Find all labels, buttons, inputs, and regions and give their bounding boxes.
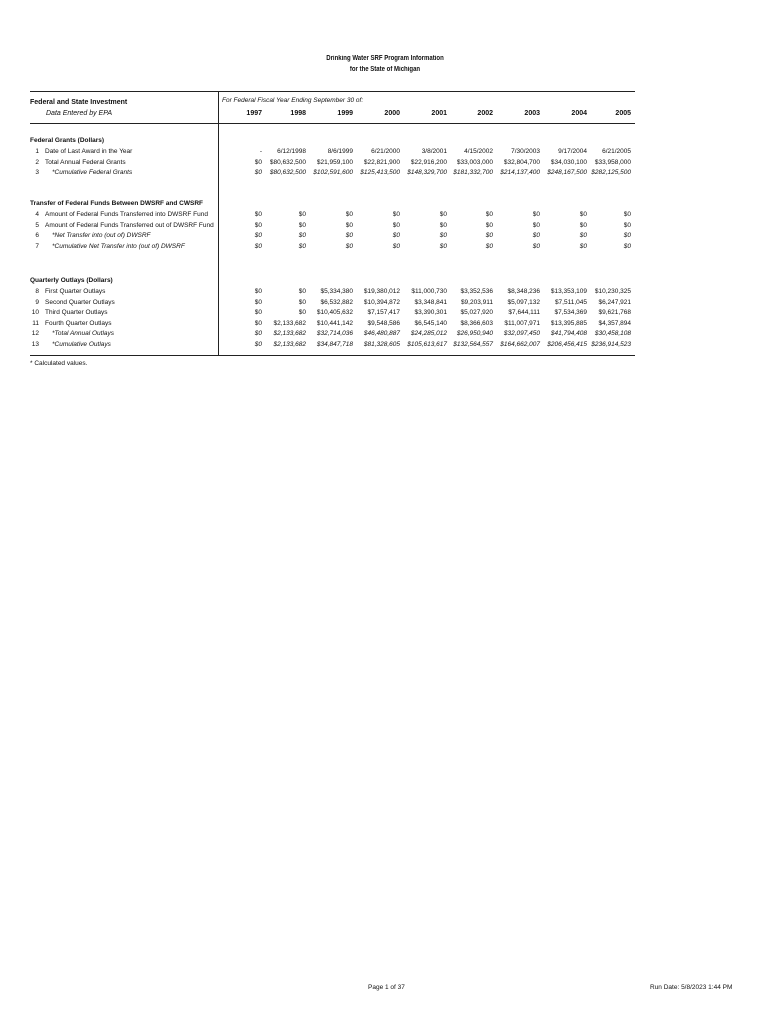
table-cell: $80,632,500 <box>269 169 306 176</box>
table-cell: $10,441,142 <box>316 319 353 327</box>
table-cell: $0 <box>623 242 631 250</box>
row-number: 4 <box>35 211 39 218</box>
row-number: 10 <box>31 309 39 316</box>
table-cell: $11,007,971 <box>504 319 540 327</box>
table-cell: $132,564,557 <box>453 340 493 348</box>
table-cell: $30,458,108 <box>594 330 631 337</box>
row-label: Second Quarter Outlays <box>45 298 115 306</box>
year-header: 2003 <box>524 110 540 117</box>
table-cell: $0 <box>254 298 262 306</box>
row-number: 3 <box>35 169 39 176</box>
table-cell: $8,348,236 <box>507 288 540 295</box>
table-cell: $3,390,301 <box>414 309 447 316</box>
header-rule <box>30 123 635 124</box>
table-cell: $33,003,000 <box>456 158 493 166</box>
table-cell: $0 <box>298 288 306 295</box>
table-cell: $102,591,600 <box>313 169 353 176</box>
table-cell: $10,405,632 <box>316 309 353 316</box>
year-header: 2000 <box>384 110 400 117</box>
table-cell: $5,027,920 <box>460 309 493 316</box>
table-cell: $0 <box>345 211 353 218</box>
row-label: Amount of Federal Funds Transferred into DWSRF Fund <box>45 211 208 218</box>
table-cell: $13,353,109 <box>550 288 587 295</box>
row-label: *Cumulative Federal Grants <box>52 169 133 176</box>
table-cell: $206,456,415 <box>547 340 587 348</box>
table-cell: $10,394,872 <box>363 298 400 306</box>
row-label: Fourth Quarter Outlays <box>45 319 112 327</box>
row-number: 11 <box>32 319 39 327</box>
table-cell: $0 <box>485 211 493 218</box>
table-cell: 9/17/2004 <box>558 148 587 155</box>
top-rule <box>30 91 635 92</box>
table-cell: $0 <box>254 319 262 327</box>
table-cell: $0 <box>532 242 540 250</box>
table-cell: 8/6/1999 <box>327 148 353 155</box>
table-cell: $125,413,500 <box>360 169 400 176</box>
section-title: Transfer of Federal Funds Between DWSRF and CWSRF <box>30 200 203 207</box>
table-cell: $0 <box>485 232 493 239</box>
table-cell: $105,613,617 <box>407 340 447 348</box>
table-cell: $0 <box>392 221 400 229</box>
table-cell: $26,950,940 <box>456 330 493 337</box>
table-cell: $0 <box>623 232 631 239</box>
table-cell: $6,545,140 <box>414 319 447 327</box>
table-cell: $10,230,325 <box>594 288 631 295</box>
table-cell: 6/21/2000 <box>371 148 400 155</box>
table-cell: $6,532,882 <box>320 298 353 306</box>
report-title-line1: Drinking Water SRF Program Information <box>326 55 444 62</box>
table-cell: $9,203,911 <box>460 298 493 306</box>
table-cell: 7/30/2003 <box>511 148 540 155</box>
section-title: Quarterly Outlays (Dollars) <box>30 277 113 284</box>
table-cell: $0 <box>254 221 262 229</box>
section-heading: Federal and State Investment <box>30 99 128 106</box>
table-cell: $0 <box>579 232 587 239</box>
table-cell: $5,334,380 <box>320 288 353 295</box>
table-cell: $80,632,500 <box>269 158 306 166</box>
table-cell: $13,395,885 <box>550 319 587 327</box>
row-number: 13 <box>31 340 39 348</box>
table-cell: $0 <box>254 242 262 250</box>
table-cell: $33,958,000 <box>594 158 631 166</box>
table-cell: $32,804,700 <box>503 158 540 166</box>
row-number: 7 <box>35 242 39 250</box>
table-cell: $2,133,682 <box>273 330 306 337</box>
table-cell: $0 <box>579 221 587 229</box>
table-cell: $0 <box>254 288 262 295</box>
table-cell: $0 <box>254 169 262 176</box>
fiscal-year-note: For Federal Fiscal Year Ending September 30 of: <box>222 97 364 104</box>
table-cell: $34,847,718 <box>316 340 353 348</box>
data-source-label: Data Entered by EPA <box>46 110 113 117</box>
table-cell: $0 <box>439 232 447 239</box>
table-cell: $0 <box>298 242 306 250</box>
year-header: 1998 <box>290 110 306 117</box>
table-cell: $0 <box>532 232 540 239</box>
table-cell: $0 <box>623 221 631 229</box>
table-cell: $8,366,603 <box>460 319 493 327</box>
table-cell: $5,097,132 <box>507 298 540 306</box>
table-cell: $0 <box>345 242 353 250</box>
table-cell: 3/8/2001 <box>421 148 447 155</box>
table-cell: $236,914,523 <box>591 340 631 348</box>
year-header: 2002 <box>477 110 493 117</box>
section-title: Federal Grants (Dollars) <box>30 137 105 144</box>
year-header: 1999 <box>337 110 353 117</box>
table-cell: $6,247,921 <box>598 298 631 306</box>
table-cell: $0 <box>298 221 306 229</box>
table-cell: $32,097,450 <box>503 330 540 337</box>
table-cell: $7,644,111 <box>508 309 540 316</box>
table-cell: 6/12/1998 <box>277 148 306 155</box>
row-number: 9 <box>35 298 39 306</box>
table-cell: $7,157,417 <box>367 309 400 316</box>
bottom-rule <box>30 355 635 356</box>
row-label: *Cumulative Net Transfer into (out of) DWSRF <box>52 242 185 250</box>
table-cell: $0 <box>345 232 353 239</box>
table-cell: $0 <box>532 221 540 229</box>
row-label: *Total Annual Outlays <box>52 330 115 337</box>
table-cell: $3,348,841 <box>414 298 447 306</box>
table-cell: $9,621,768 <box>598 309 631 316</box>
table-cell: 6/21/2005 <box>602 148 631 155</box>
table-cell: $7,511,045 <box>554 298 587 306</box>
table-cell: $2,133,682 <box>273 319 306 327</box>
row-number: 2 <box>35 158 39 166</box>
row-number: 6 <box>35 232 39 239</box>
table-cell: $0 <box>345 221 353 229</box>
report-title-line2: for the State of Michigan <box>349 66 421 73</box>
row-label: *Net Transfer into (out of) DWSRF <box>52 232 151 239</box>
table-cell: $22,821,900 <box>363 158 400 166</box>
table-cell: $0 <box>439 221 447 229</box>
table-cell: $0 <box>298 211 306 218</box>
table-cell: $0 <box>439 242 447 250</box>
table-cell: $181,332,700 <box>453 169 493 176</box>
table-cell: $7,534,369 <box>554 309 587 316</box>
table-cell: $214,137,400 <box>500 169 540 176</box>
table-cell: $0 <box>254 232 262 239</box>
table-cell: $19,380,012 <box>363 288 400 295</box>
year-header: 2004 <box>571 110 587 117</box>
row-number: 5 <box>35 221 39 229</box>
table-cell: $0 <box>485 221 493 229</box>
row-label: *Cumulative Outlays <box>52 340 111 348</box>
table-cell: $2,133,682 <box>273 340 306 348</box>
row-label: Amount of Federal Funds Transferred out of DWSRF Fund <box>45 221 214 229</box>
table-cell: $282,125,500 <box>591 169 631 176</box>
table-cell: $0 <box>439 211 447 218</box>
table-cell: 4/15/2002 <box>464 148 493 155</box>
table-cell: $0 <box>254 340 262 348</box>
table-cell: $46,480,887 <box>363 330 400 337</box>
table-cell: $0 <box>392 242 400 250</box>
row-label: Date of Last Award in the Year <box>45 148 133 155</box>
table-cell: $0 <box>254 330 262 337</box>
row-label: First Quarter Outlays <box>45 288 106 295</box>
table-cell: $21,959,100 <box>316 158 353 166</box>
table-cell: $34,030,100 <box>550 158 587 166</box>
year-header: 2005 <box>615 110 631 117</box>
table-cell: $0 <box>532 211 540 218</box>
table-cell: $0 <box>485 242 493 250</box>
row-number: 12 <box>31 330 39 337</box>
table-cell: $81,328,605 <box>363 340 400 348</box>
table-cell: - <box>259 148 262 155</box>
table-cell: $0 <box>623 211 631 218</box>
table-cell: $22,916,200 <box>410 158 447 166</box>
year-header: 2001 <box>431 110 447 117</box>
row-number: 1 <box>35 148 39 155</box>
table-cell: $148,329,700 <box>407 169 447 176</box>
table-cell: $3,352,536 <box>460 288 493 295</box>
table-cell: $164,662,007 <box>500 340 540 348</box>
table-cell: $32,714,036 <box>316 330 353 337</box>
table-cell: $0 <box>254 158 262 166</box>
table-cell: $41,794,408 <box>550 330 587 337</box>
row-number: 8 <box>35 288 39 295</box>
year-header: 1997 <box>246 110 262 117</box>
table-cell: $0 <box>392 232 400 239</box>
table-cell: $0 <box>298 298 306 306</box>
table-cell: $0 <box>254 309 262 316</box>
row-label: Third Quarter Outlays <box>45 309 108 316</box>
table-cell: $11,000,730 <box>411 288 447 295</box>
table-cell: $0 <box>298 309 306 316</box>
table-cell: $0 <box>579 242 587 250</box>
table-cell: $24,285,012 <box>410 330 447 337</box>
table-cell: $9,548,586 <box>367 319 400 327</box>
page-number: Page 1 of 37 <box>368 984 405 991</box>
table-cell: $0 <box>254 211 262 218</box>
table-cell: $0 <box>579 211 587 218</box>
run-date: Run Date: 5/8/2023 1:44 PM <box>650 984 733 991</box>
row-label: Total Annual Federal Grants <box>45 158 126 166</box>
table-cell: $248,167,500 <box>547 169 587 176</box>
table-cell: $0 <box>392 211 400 218</box>
table-cell: $0 <box>298 232 306 239</box>
table-cell: $4,357,894 <box>598 319 631 327</box>
footnote: * Calculated values. <box>30 360 88 367</box>
